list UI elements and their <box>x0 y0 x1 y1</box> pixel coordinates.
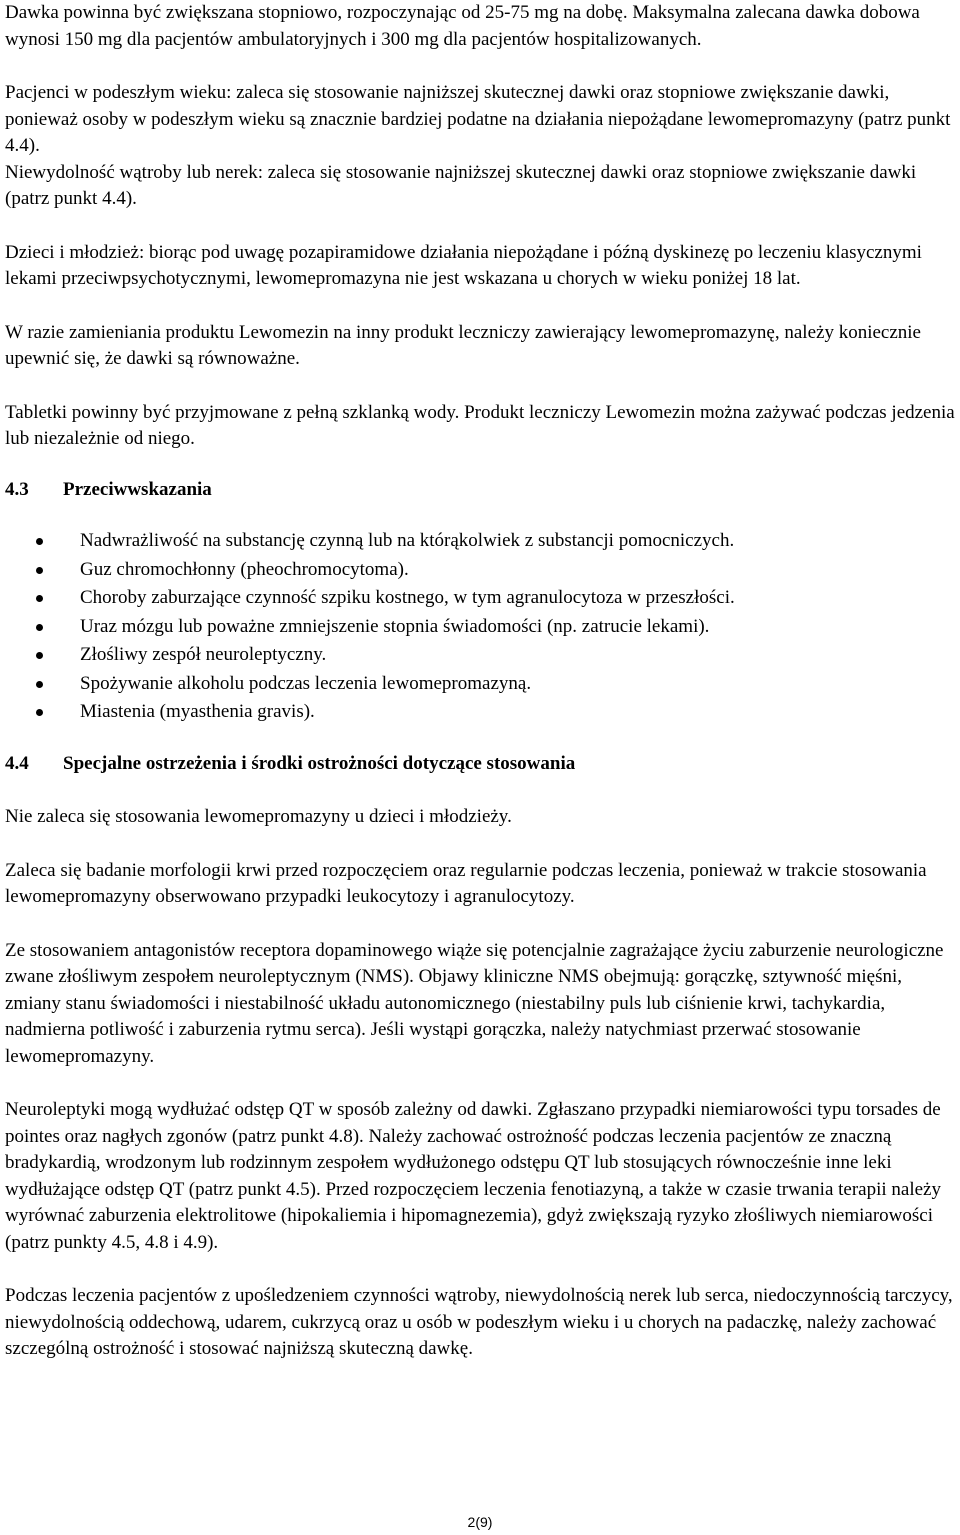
bullet-icon <box>36 538 43 545</box>
bullet-icon <box>36 709 43 716</box>
product-switch-paragraph: W razie zamieniania produktu Lewomezin na inny produkt leczniczy zawierający lewomepromazynę, należy koniecznie upewnić się, że dawki są równoważne. <box>5 321 921 369</box>
elderly-patients-paragraph: Pacjenci w podeszłym wieku: zaleca się stosowanie najniższej skutecznej dawki oraz stopniowe zwiększanie dawki, ponieważ osoby w podeszłym wieku są znacznie bardziej podatne na działania niepożądane lewomepromazyny (patrz punkt 4.4). <box>5 82 951 156</box>
children-paragraph: Dzieci i młodzież: biorąc pod uwagę pozapiramidowe działania niepożądane i późną dyskinezę po leczeniu klasycznymi lekami przeciwpsychotycznymi, lewomepromazyna nie jest wskazana u chorych w wieku poniżej 18 lat. <box>5 241 922 289</box>
warnings-caution-paragraph: Podczas leczenia pacjentów z upośledzeniem czynności wątroby, niewydolnością nerek lub serca, niedoczynnością tarczycy, niewydolnością oddechową, udarem, cukrzycą oraz u osób w podeszłym wieku i u chorych na padaczkę, należy zachować szczególną ostrożność i stosować najniższą skuteczną dawkę. <box>5 1285 953 1359</box>
section-title: Przeciwwskazania <box>63 478 212 500</box>
bullet-icon <box>36 681 43 688</box>
contraindications-list <box>5 527 957 727</box>
section-number: 4.4 <box>5 752 29 774</box>
document-page <box>5 0 957 1363</box>
section-number: 4.3 <box>5 478 29 500</box>
list-item: Uraz mózgu lub poważne zmniejszenie stopnia świadomości (np. zatrucie lekami). <box>5 613 957 642</box>
section-title: Specjalne ostrzeżenia i środki ostrożności dotyczące stosowania <box>63 752 576 774</box>
bullet-icon <box>36 595 43 602</box>
section-heading-contraindications <box>5 477 957 504</box>
warnings-nms-paragraph: Ze stosowaniem antagonistów receptora dopaminowego wiąże się potencjalnie zagrażające życiu zaburzenie neurologiczne zwane złośliwym zespołem neuroleptycznym (NMS). Objawy kliniczne NMS obejmują: gorączkę, sztywność mięśni, zmiany stanu świadomości i niestabilność układu autonomicznego (niestabilny puls lub ciśnienie krwi, tachykardia, nadmierna potliwość i zaburzenia rytmu serca). Jeśli wystąpi gorączka, należy natychmiast przerwać stosowanie lewomepromazyny. <box>5 939 944 1067</box>
section-heading-warnings <box>5 751 957 778</box>
list-item: Guz chromochłonny (pheochromocytoma). <box>5 556 957 585</box>
list-item: Miastenia (myasthenia gravis). <box>5 698 957 727</box>
bullet-icon <box>36 624 43 631</box>
list-item: Choroby zaburzające czynność szpiku kostnego, w tym agranulocytoza w przeszłości. <box>5 584 957 613</box>
page-number: 2(9) <box>467 1514 493 1530</box>
list-item: Złośliwy zespół neuroleptyczny. <box>5 641 957 670</box>
list-item: Spożywanie alkoholu podczas leczenia lewomepromazyną. <box>5 670 957 699</box>
bullet-icon <box>36 652 43 659</box>
liver-kidney-paragraph: Niewydolność wątroby lub nerek: zaleca się stosowanie najniższej skutecznej dawki oraz stopniowe zwiększanie dawki (patrz punkt 4.4). <box>5 161 917 209</box>
warnings-blood-count-paragraph: Zaleca się badanie morfologii krwi przed rozpoczęciem oraz regularnie podczas leczenia, ponieważ w trakcie stosowania lewomepromazyny obserwowano przypadki leukocytozy i agranulocytozy. <box>5 859 927 907</box>
dosage-paragraph: Dawka powinna być zwiększana stopniowo, rozpoczynając od 25-75 mg na dobę. Maksymalna zalecana dawka dobowa wynosi 150 mg dla pacjentów ambulatoryjnych i 300 mg dla pacjentów hospitalizowanych. <box>5 2 920 50</box>
bullet-icon <box>36 567 43 574</box>
warnings-qt-paragraph: Neuroleptyki mogą wydłużać odstęp QT w sposób zależny od dawki. Zgłaszano przypadki niemiarowości typu torsades de pointes oraz nagłych zgonów (patrz punkt 4.8). Należy zachować ostrożność podczas leczenia pacjentów ze znaczną bradykardią, wrodzonym lub rodzinnym zespołem wydłużonego odstępu QT lub stosujących równocześnie inne leki wydłużające odstęp QT (patrz punkt 4.5). Przed rozpoczęciem leczenia fenotiazyną, a także w czasie trwania terapii należy wyrównać zaburzenia elektrolitowe (hipokaliemia i hipomagnezemia), gdyż zwiększają ryzyko złośliwych niemiarowości (patrz punkty 4.5, 4.8 i 4.9). <box>5 1099 941 1253</box>
list-item: Nadwrażliwość na substancję czynną lub na którąkolwiek z substancji pomocniczych. <box>5 527 957 556</box>
warnings-children-paragraph: Nie zaleca się stosowania lewomepromazyny u dzieci i młodzieży. <box>5 806 512 827</box>
tablet-intake-paragraph: Tabletki powinny być przyjmowane z pełną szklanką wody. Produkt leczniczy Lewomezin można zażywać podczas jedzenia lub niezależnie od niego. <box>5 401 955 449</box>
